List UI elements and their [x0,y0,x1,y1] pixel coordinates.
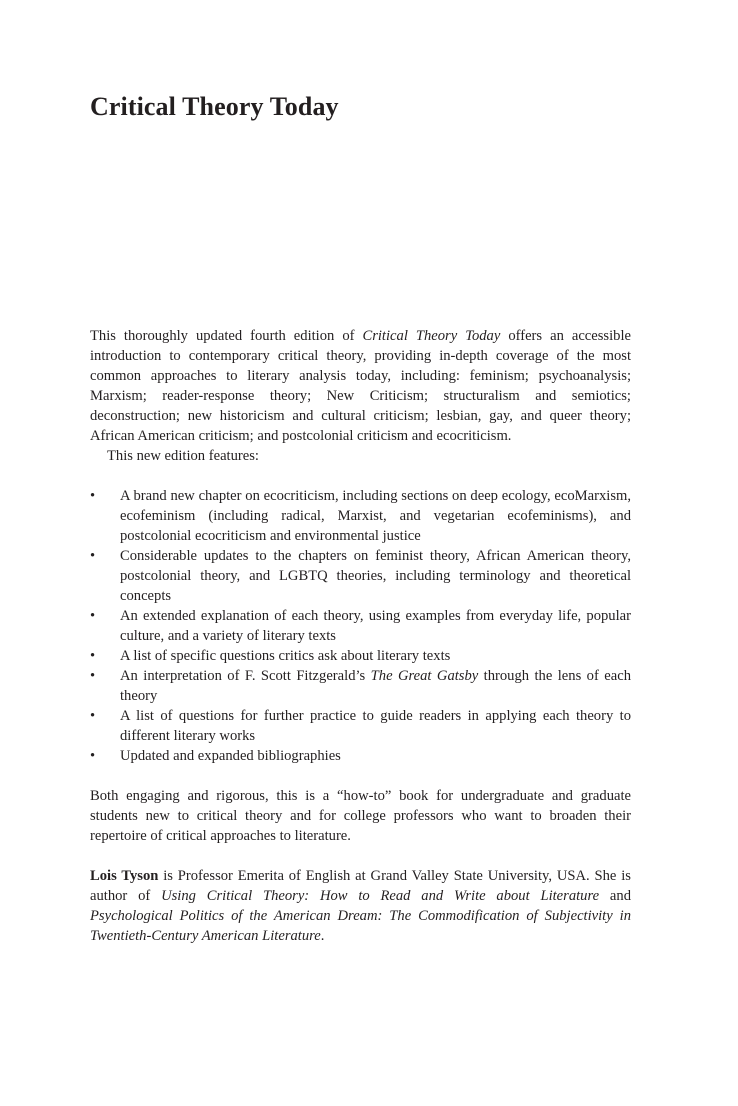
list-item [90,606,631,646]
bullet: • [90,548,96,564]
feature-text-end: through the lens of each theory [120,668,631,704]
intro-paragraph [90,326,631,446]
spacer [90,466,631,486]
list-item [90,666,631,706]
feature-text: A list of questions for further practice to guide readers in applying each theory to different literary works [120,708,631,744]
spacer [90,846,631,866]
author-bio-text: is Professor Emerita of English at Grand Valley State University, USA. She is author of [90,868,631,904]
list-item [90,746,631,766]
feature-text: A brand new chapter on ecocriticism, including sections on deep ecology, ecoMarxism, ecofeminism (including radical, Marxist, and vegetarian ecofeminisms), and postcolonial ecocriticism and environmental justice [120,488,631,544]
author-book-title: Psychological Politics of the American Dream: The Commodification of Subjectivity in Twentieth-Century American Literature [90,908,631,944]
author-paragraph [90,866,631,946]
summary-paragraph: Both engaging and rigorous, this is a “how-to” book for undergraduate and graduate students new to critical theory and for college professors who want to broaden their repertoire of critical approaches to literature. [90,788,631,844]
page-title: Critical Theory Today [90,92,339,121]
bullet: • [90,748,96,764]
spacer [90,766,631,786]
bullet: • [90,488,96,504]
feature-text: A list of specific questions critics ask about literary texts [120,648,451,664]
bullet: • [90,648,96,664]
intro-text-start: This thoroughly updated fourth edition of [90,328,363,344]
feature-text: An extended explanation of each theory, using examples from everyday life, popular culture, and a variety of literary texts [120,608,631,644]
features-lead: This new edition features: [107,448,259,464]
intro-text-end: offers an accessible introduction to contemporary critical theory, providing in-depth coverage of the most common approaches to literary analysis today, including: feminism; psychoanalysis; Marxism; reader-response theory; New Criticism; structuralism and semiotics; deconstruction; new historicism and cultural criticism; lesbian, gay, and queer theory; African American criticism; and postcolonial criticism and ecocriticism. [90,328,631,444]
author-bio-text: . [320,928,325,944]
feature-book-title: The Great Gatsby [370,668,479,684]
feature-text: Considerable updates to the chapters on feminist theory, African American theory, postcolonial theory, and LGBTQ theories, including terminology and theoretical concepts [120,548,631,604]
blurb-body [90,326,631,946]
feature-text-start: An interpretation of F. Scott Fitzgerald’s [120,668,371,684]
bullet: • [90,608,96,624]
author-book-title: Using Critical Theory: How to Read and Write about Literature [161,888,600,904]
author-bio-text: and [599,888,631,904]
list-item [90,546,631,606]
intro-book-title: Critical Theory Today [362,328,501,344]
list-item [90,706,631,746]
feature-text: Updated and expanded bibliographies [120,748,341,764]
author-name: Lois Tyson [90,868,159,884]
features-list [90,486,631,766]
bullet: • [90,668,96,684]
list-item [90,486,631,546]
bullet: • [90,708,96,724]
list-item [90,646,631,666]
